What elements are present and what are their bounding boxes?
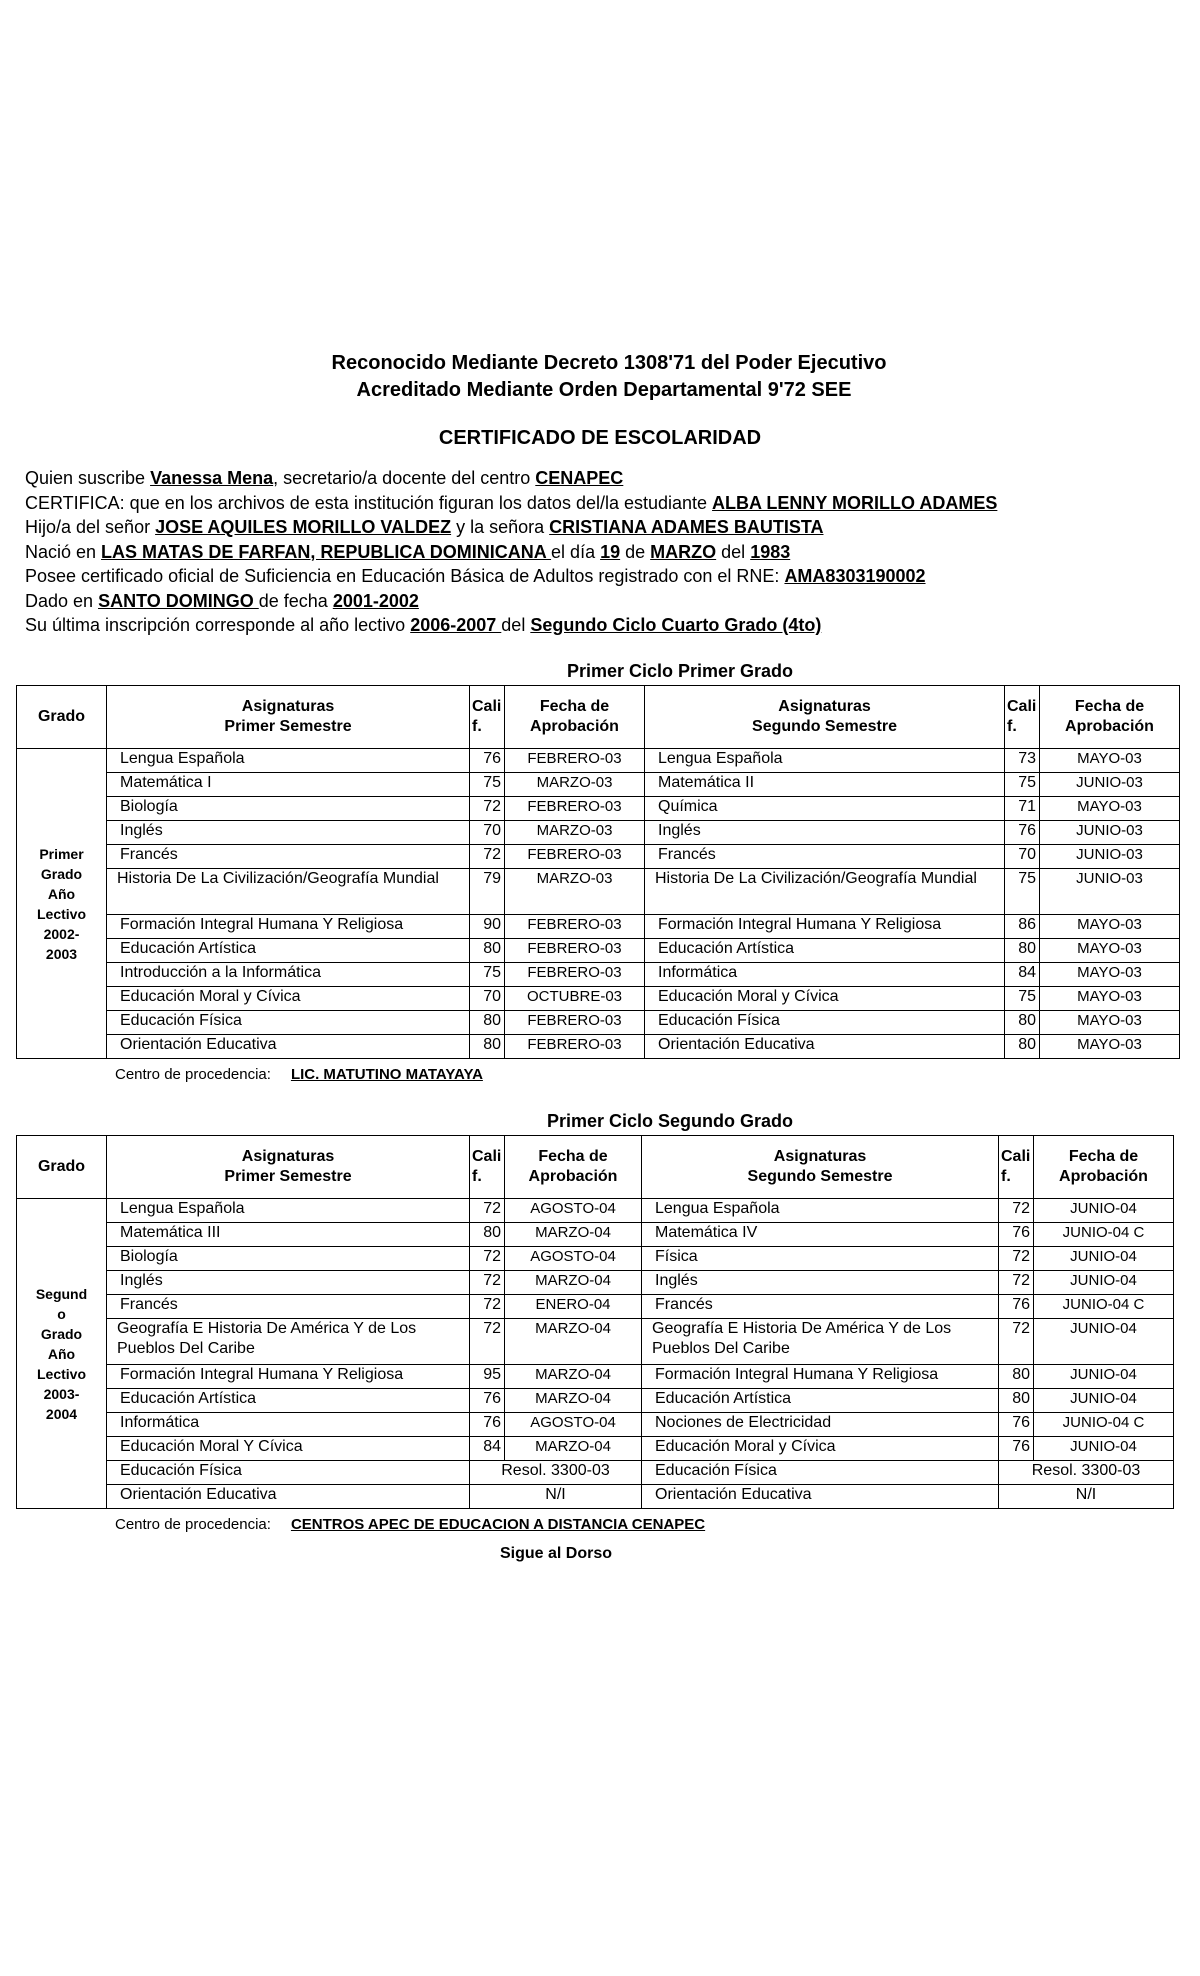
date-sem1: ENERO-04	[505, 1295, 642, 1319]
col-header-grade-sem1	[470, 1136, 505, 1199]
grade-sem1: 72	[470, 1319, 505, 1365]
grade-sem1: 95	[470, 1365, 505, 1389]
grade-sem2: 86	[1005, 915, 1040, 939]
issued-date: 2001-2002	[332, 590, 419, 611]
date-sem1: FEBRERO-03	[505, 845, 645, 869]
secretary-name: Vanessa Mena	[150, 468, 274, 488]
col-header-date-sem1	[505, 686, 645, 749]
table-header-row	[17, 686, 1180, 749]
subject-sem2: Informática	[645, 963, 1005, 987]
text: , secretario/a docente del centro	[273, 468, 536, 488]
grade-sem2: 72	[999, 1199, 1034, 1223]
grade-sem1: 84	[470, 1437, 505, 1461]
text: del	[501, 615, 531, 635]
subject-sem1: Informática	[107, 1413, 470, 1437]
date-sem2: JUNIO-04 C	[1034, 1295, 1174, 1319]
date-sem1: MARZO-03	[505, 773, 645, 797]
header-text: f.	[472, 1168, 482, 1185]
resolution-sem1: Resol. 3300-03	[470, 1461, 642, 1485]
subject-sem1: Lengua Española	[107, 1199, 470, 1223]
origin-center-second-grade	[115, 1516, 705, 1533]
table-row	[17, 1389, 1174, 1413]
text: y la señora	[451, 517, 550, 537]
date-sem1: MARZO-03	[505, 869, 645, 915]
subject-sem1: Educación Artística	[107, 939, 470, 963]
table-row	[17, 1437, 1174, 1461]
date-sem1: FEBRERO-03	[505, 963, 645, 987]
not-registered-sem2: N/I	[999, 1485, 1174, 1509]
subject-sem1: Lengua Española	[107, 749, 470, 773]
col-header-grado: Grado	[17, 686, 107, 749]
grade-sem1: 72	[470, 845, 505, 869]
section-title-first-grade: Primer Ciclo Primer Grado	[566, 661, 794, 681]
date-sem1: FEBRERO-03	[505, 749, 645, 773]
grade-sem2: 76	[999, 1413, 1034, 1437]
grade-sem2: 72	[999, 1271, 1034, 1295]
table-row	[17, 1271, 1174, 1295]
intro-row-parents	[25, 515, 1185, 540]
header-text: Cali	[1001, 1148, 1031, 1165]
subject-sem2: Geografía E Historia De América Y de Los Pueblos Del Caribe	[642, 1319, 999, 1365]
date-sem2: JUNIO-04	[1034, 1199, 1174, 1223]
subject-sem2: Francés	[642, 1295, 999, 1319]
header-text: Cali	[1007, 698, 1037, 715]
table-row	[17, 915, 1180, 939]
subject-sem1: Inglés	[107, 1271, 470, 1295]
grade-label-line: Lectivo	[36, 1365, 86, 1382]
text: CERTIFICA: que en los archivos de esta institución figuran los datos del/la estudiante	[25, 492, 713, 513]
grade-sem2: 72	[999, 1247, 1034, 1271]
table-row	[17, 1035, 1180, 1059]
header-text: f.	[1007, 718, 1017, 735]
date-sem2: JUNIO-03	[1040, 869, 1180, 915]
header-text: Primer Semestre	[224, 718, 352, 735]
text: el día	[551, 541, 601, 562]
grade-sem1: 72	[470, 1247, 505, 1271]
subject-sem2: Lengua Española	[642, 1199, 999, 1223]
grade-label-line: Primer	[39, 845, 84, 862]
date-sem2: MAYO-03	[1040, 963, 1180, 987]
table-row	[17, 1461, 1174, 1485]
table-header-row	[17, 1136, 1174, 1199]
date-sem2: JUNIO-04	[1034, 1271, 1174, 1295]
header-text: Fecha de	[1074, 698, 1145, 715]
intro-row-student	[25, 491, 1185, 516]
table-body	[17, 749, 1180, 1059]
certification-text	[25, 466, 1185, 638]
text: del	[716, 541, 751, 562]
subject-sem1: Orientación Educativa	[107, 1485, 470, 1509]
date-sem1: OCTUBRE-03	[505, 987, 645, 1011]
table-row	[17, 963, 1180, 987]
date-sem1: AGOSTO-04	[505, 1413, 642, 1437]
issued-city: SANTO DOMINGO	[98, 590, 259, 611]
subject-sem2: Lengua Española	[645, 749, 1005, 773]
date-sem2: JUNIO-04	[1034, 1247, 1174, 1271]
table-row	[17, 987, 1180, 1011]
grade-sem1: 80	[470, 939, 505, 963]
table-row	[17, 1295, 1174, 1319]
date-sem1: FEBRERO-03	[505, 1011, 645, 1035]
grade-sem2: 80	[1005, 1035, 1040, 1059]
grade-sem1: 76	[470, 1389, 505, 1413]
header-text: Aprobación	[1059, 1168, 1148, 1185]
col-header-grade-sem2	[999, 1136, 1034, 1199]
subject-sem2: Orientación Educativa	[642, 1485, 999, 1509]
grade-label-line: Grado	[40, 865, 83, 882]
grade-sem2: 80	[1005, 1011, 1040, 1035]
birth-year: 1983	[750, 541, 791, 562]
table-row	[17, 797, 1180, 821]
grade-sem1: 80	[470, 1011, 505, 1035]
date-sem1: MARZO-04	[505, 1223, 642, 1247]
header-text: Aprobación	[530, 718, 619, 735]
col-header-subjects-sem1	[107, 686, 470, 749]
table-row	[17, 869, 1180, 915]
subject-sem1: Matemática III	[107, 1223, 470, 1247]
header-text: Cali	[472, 698, 502, 715]
subject-sem2: Matemática II	[645, 773, 1005, 797]
date-sem1: FEBRERO-03	[505, 1035, 645, 1059]
text: Dado en	[25, 590, 99, 611]
subject-sem2: Física	[642, 1247, 999, 1271]
header-text: Cali	[472, 1148, 502, 1165]
header-text: Asignaturas	[241, 698, 335, 715]
header-text: Asignaturas	[241, 1148, 335, 1165]
subject-sem2: Educación Física	[642, 1461, 999, 1485]
subject-sem1: Educación Moral y Cívica	[107, 987, 470, 1011]
grade-sem2: 80	[999, 1389, 1034, 1413]
date-sem1: MARZO-03	[505, 821, 645, 845]
continued-on-back: Sigue al Dorso	[500, 1545, 613, 1562]
mother-name: CRISTIANA ADAMES BAUTISTA	[549, 517, 824, 537]
intro-row-issued	[25, 589, 1185, 614]
table-row	[17, 939, 1180, 963]
grade-sem2: 76	[999, 1295, 1034, 1319]
subject-sem2: Química	[645, 797, 1005, 821]
header-text: Aprobación	[1065, 718, 1154, 735]
table-row	[17, 1365, 1174, 1389]
table-row	[17, 1413, 1174, 1437]
grade-label-line: 2004	[45, 1405, 78, 1422]
header-text: Asignaturas	[773, 1148, 867, 1165]
origin-center-first-grade	[115, 1066, 483, 1083]
date-sem2: JUNIO-04	[1034, 1365, 1174, 1389]
grade-sem2: 75	[1005, 773, 1040, 797]
date-sem2: JUNIO-04	[1034, 1437, 1174, 1461]
origin-center-label: Centro de procedencia:	[115, 1066, 271, 1083]
date-sem1: FEBRERO-03	[505, 797, 645, 821]
grade-label-line: 2003	[45, 945, 78, 962]
subject-sem2: Matemática IV	[642, 1223, 999, 1247]
text: de fecha	[258, 590, 333, 611]
header-text: Segundo Semestre	[752, 718, 897, 735]
date-sem2: MAYO-03	[1040, 749, 1180, 773]
date-sem2: JUNIO-04 C	[1034, 1413, 1174, 1437]
origin-center-value: CENTROS APEC DE EDUCACION A DISTANCIA CENAPEC	[290, 1516, 706, 1533]
subject-sem1: Orientación Educativa	[107, 1035, 470, 1059]
date-sem1: MARZO-04	[505, 1319, 642, 1365]
header-text: Segundo Semestre	[747, 1168, 893, 1185]
header-text: Primer Semestre	[224, 1168, 352, 1185]
grade-sem1: 70	[470, 987, 505, 1011]
date-sem1: MARZO-04	[505, 1389, 642, 1413]
grade-sem2: 75	[1005, 869, 1040, 915]
grade-sem1: 72	[470, 1199, 505, 1223]
subject-sem2: Educación Artística	[645, 939, 1005, 963]
date-sem2: MAYO-03	[1040, 987, 1180, 1011]
grade-label-line: Segund	[35, 1285, 88, 1302]
subject-sem2: Historia De La Civilización/Geografía Mundial	[645, 869, 1005, 915]
grade-label-line: Año	[47, 1345, 76, 1362]
table-row	[17, 1011, 1180, 1035]
grade-sem2: 76	[999, 1223, 1034, 1247]
date-sem2: MAYO-03	[1040, 797, 1180, 821]
text: Su última inscripción corresponde al año lectivo	[25, 615, 411, 635]
table-row	[17, 773, 1180, 797]
header-text: f.	[1001, 1168, 1011, 1185]
rne-code: AMA8303190002	[784, 566, 926, 586]
subject-sem1: Geografía E Historia De América Y de Los Pueblos Del Caribe	[107, 1319, 470, 1365]
table-row	[17, 845, 1180, 869]
intro-row-birth	[25, 540, 1185, 565]
grade-sem2: 73	[1005, 749, 1040, 773]
not-registered-sem1: N/I	[470, 1485, 642, 1509]
header-text: Fecha de	[538, 1148, 608, 1165]
document-header	[0, 350, 1200, 404]
table-body	[17, 1199, 1174, 1509]
date-sem1: FEBRERO-03	[505, 915, 645, 939]
subject-sem1: Matemática I	[107, 773, 470, 797]
col-header-grado: Grado	[17, 1136, 107, 1199]
decree-line: Reconocido Mediante Decreto 1308'71 del Poder Ejecutivo	[331, 352, 887, 374]
subject-sem1: Educación Moral Y Cívica	[107, 1437, 470, 1461]
grade-sem1: 76	[470, 1413, 505, 1437]
grade-sem2: 72	[999, 1319, 1034, 1365]
grades-table-second-grade	[16, 1135, 1174, 1509]
section-title-second-grade: Primer Ciclo Segundo Grado	[546, 1111, 794, 1131]
grade-label-line: o	[57, 1305, 66, 1322]
intro-row-signer	[25, 466, 1185, 491]
text: Nació en	[25, 541, 102, 562]
subject-sem1: Francés	[107, 1295, 470, 1319]
date-sem1: MARZO-04	[505, 1365, 642, 1389]
grade-year-cell	[17, 749, 107, 1059]
resolution-sem2: Resol. 3300-03	[999, 1461, 1174, 1485]
subject-sem1: Francés	[107, 845, 470, 869]
subject-sem2: Orientación Educativa	[645, 1035, 1005, 1059]
col-header-date-sem2	[1040, 686, 1180, 749]
date-sem2: JUNIO-04	[1034, 1389, 1174, 1413]
subject-sem2: Educación Artística	[642, 1389, 999, 1413]
table-row	[17, 1199, 1174, 1223]
col-header-date-sem1	[505, 1136, 642, 1199]
grade-sem2: 76	[1005, 821, 1040, 845]
grade-year-cell	[17, 1199, 107, 1509]
last-level: Segundo Ciclo Cuarto Grado (4to)	[530, 615, 822, 635]
text: de	[620, 541, 651, 562]
date-sem2: JUNIO-03	[1040, 773, 1180, 797]
header-text: Fecha de	[539, 698, 610, 715]
subject-sem2: Inglés	[645, 821, 1005, 845]
grade-sem2: 71	[1005, 797, 1040, 821]
accreditation-line: Acreditado Mediante Orden Departamental 9'72 SEE	[356, 379, 852, 401]
subject-sem1: Historia De La Civilización/Geografía Mundial	[107, 869, 470, 915]
table-row	[17, 1223, 1174, 1247]
intro-row-enrollment	[25, 613, 1185, 638]
subject-sem1: Educación Física	[107, 1461, 470, 1485]
date-sem2: JUNIO-04 C	[1034, 1223, 1174, 1247]
header-text: Fecha de	[1068, 1148, 1139, 1165]
col-header-date-sem2	[1034, 1136, 1174, 1199]
grade-label-line: 2002-	[43, 925, 80, 942]
subject-sem1: Formación Integral Humana Y Religiosa	[107, 1365, 470, 1389]
col-header-subjects-sem2	[642, 1136, 999, 1199]
date-sem1: FEBRERO-03	[505, 939, 645, 963]
text: Quien suscribe	[25, 468, 151, 488]
grade-sem2: 80	[1005, 939, 1040, 963]
date-sem2: MAYO-03	[1040, 1035, 1180, 1059]
last-school-year: 2006-2007	[410, 615, 502, 635]
center-name: CENAPEC	[535, 468, 624, 488]
father-name: JOSE AQUILES MORILLO VALDEZ	[155, 517, 452, 537]
col-header-subjects-sem1	[107, 1136, 470, 1199]
date-sem1: MARZO-04	[505, 1271, 642, 1295]
subject-sem2: Formación Integral Humana Y Religiosa	[642, 1365, 999, 1389]
date-sem2: MAYO-03	[1040, 1011, 1180, 1035]
date-sem1: AGOSTO-04	[505, 1199, 642, 1223]
grade-sem1: 75	[470, 963, 505, 987]
grades-table-first-grade	[16, 685, 1180, 1059]
subject-sem2: Francés	[645, 845, 1005, 869]
text: Posee certificado oficial de Suficiencia en Educación Básica de Adultos registrado con el RNE:	[25, 566, 785, 586]
table-row	[17, 1485, 1174, 1509]
col-header-grade-sem2	[1005, 686, 1040, 749]
date-sem1: AGOSTO-04	[505, 1247, 642, 1271]
subject-sem1: Inglés	[107, 821, 470, 845]
subject-sem2: Formación Integral Humana Y Religiosa	[645, 915, 1005, 939]
table-row	[17, 749, 1180, 773]
date-sem2: JUNIO-04	[1034, 1319, 1174, 1365]
table-row	[17, 1319, 1174, 1365]
grade-sem1: 79	[470, 869, 505, 915]
origin-center-value: LIC. MATUTINO MATAYAYA	[290, 1066, 483, 1083]
grade-sem2: 75	[1005, 987, 1040, 1011]
grade-label-line: Lectivo	[36, 905, 86, 922]
birth-day: 19	[600, 541, 621, 562]
origin-center-label: Centro de procedencia:	[115, 1516, 271, 1533]
header-text: Asignaturas	[778, 698, 871, 715]
date-sem2: MAYO-03	[1040, 915, 1180, 939]
text: Hijo/a del señor	[25, 517, 156, 537]
date-sem2: JUNIO-03	[1040, 845, 1180, 869]
intro-row-rne	[25, 564, 1185, 589]
subject-sem1: Biología	[107, 797, 470, 821]
grade-sem1: 80	[470, 1035, 505, 1059]
col-header-grade-sem1	[470, 686, 505, 749]
grade-sem1: 70	[470, 821, 505, 845]
grade-label-line: 2003-	[43, 1385, 80, 1402]
grade-sem1: 75	[470, 773, 505, 797]
grade-label-line: Año	[47, 885, 76, 902]
header-text: Aprobación	[528, 1168, 618, 1185]
grade-sem1: 72	[470, 1295, 505, 1319]
subject-sem2: Educación Moral y Cívica	[645, 987, 1005, 1011]
student-name: ALBA LENNY MORILLO ADAMES	[712, 492, 998, 513]
grade-label-line: Grado	[40, 1325, 83, 1342]
grade-sem2: 76	[999, 1437, 1034, 1461]
header-text: f.	[472, 718, 482, 735]
col-header-subjects-sem2	[645, 686, 1005, 749]
table-row	[17, 1247, 1174, 1271]
subject-sem1: Educación Artística	[107, 1389, 470, 1413]
grade-sem1: 80	[470, 1223, 505, 1247]
certificate-title: CERTIFICADO DE ESCOLARIDAD	[438, 427, 762, 449]
grade-sem2: 70	[1005, 845, 1040, 869]
date-sem2: MAYO-03	[1040, 939, 1180, 963]
grade-sem2: 80	[999, 1365, 1034, 1389]
birth-place: LAS MATAS DE FARFAN, REPUBLICA DOMINICANA	[101, 541, 552, 562]
grade-sem1: 72	[470, 797, 505, 821]
subject-sem2: Educación Física	[645, 1011, 1005, 1035]
table-row	[17, 821, 1180, 845]
subject-sem1: Formación Integral Humana Y Religiosa	[107, 915, 470, 939]
subject-sem1: Educación Física	[107, 1011, 470, 1035]
grade-sem1: 72	[470, 1271, 505, 1295]
grade-sem2: 84	[1005, 963, 1040, 987]
date-sem2: JUNIO-03	[1040, 821, 1180, 845]
date-sem1: MARZO-04	[505, 1437, 642, 1461]
grade-sem1: 90	[470, 915, 505, 939]
subject-sem2: Nociones de Electricidad	[642, 1413, 999, 1437]
subject-sem2: Inglés	[642, 1271, 999, 1295]
subject-sem1: Introducción a la Informática	[107, 963, 470, 987]
subject-sem1: Biología	[107, 1247, 470, 1271]
birth-month: MARZO	[650, 541, 717, 562]
subject-sem2: Educación Moral y Cívica	[642, 1437, 999, 1461]
grade-sem1: 76	[470, 749, 505, 773]
